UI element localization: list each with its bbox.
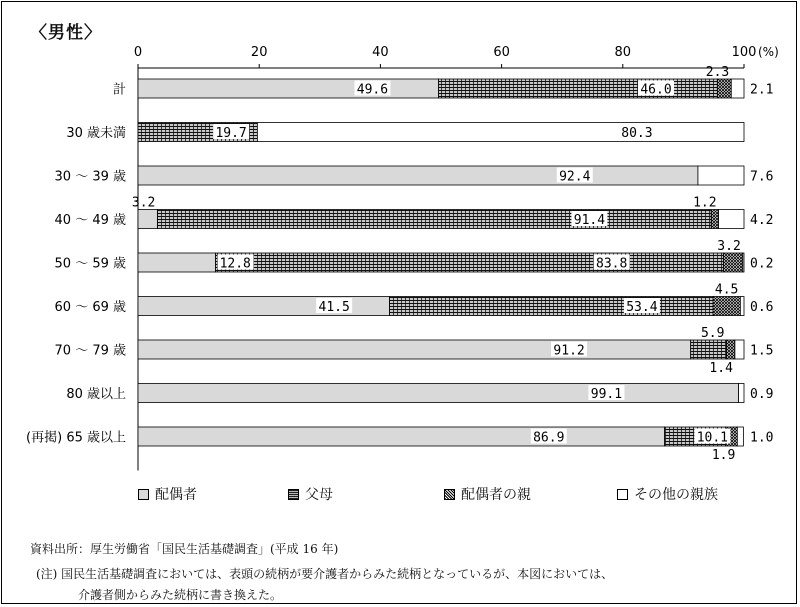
- bar-parent-in-law: [713, 297, 740, 316]
- legend-swatch-other: [617, 489, 628, 500]
- bar-parent: [216, 253, 724, 272]
- x-tick-label: 20: [250, 45, 268, 60]
- bar-other: [698, 166, 744, 185]
- value-label: 0.6: [750, 300, 774, 315]
- category-label: 30 歳未満: [66, 126, 126, 141]
- bar-other: [735, 340, 744, 359]
- value-label: 1.5: [750, 343, 774, 359]
- value-label: 91.2: [553, 343, 585, 359]
- value-label: 1.2: [693, 195, 717, 211]
- bar-other: [257, 123, 744, 142]
- value-label: 1.9: [711, 448, 736, 463]
- bar-other: [743, 253, 744, 272]
- value-label: 41.5: [318, 300, 350, 315]
- bar-parent-in-law: [723, 253, 742, 272]
- value-label: 86.9: [533, 430, 565, 446]
- legend-label: 配偶者の親: [461, 487, 531, 503]
- legend-swatch-spouse: [138, 489, 149, 500]
- legend-swatch-parent-in-law: [444, 489, 455, 500]
- value-label: 1.4: [709, 361, 733, 376]
- value-label: 2.1: [750, 82, 774, 98]
- footnote-line-1: (注) 国民生活基礎調査においては、表頭の続柄が要介護者からみた続柄となっているが、本図においては、: [36, 567, 614, 581]
- legend-label: 父母: [305, 487, 333, 503]
- legend-spouse: [138, 484, 197, 504]
- value-label: 99.1: [590, 387, 623, 402]
- x-tick-label: 80: [614, 45, 632, 60]
- bar-spouse: [138, 427, 665, 446]
- category-label: 40 ～ 49 歳: [54, 213, 126, 228]
- bar-parent-in-law: [717, 79, 731, 98]
- footnote-line-2: 介護者側からみた続柄に書き換えた。: [78, 588, 283, 602]
- value-label: 5.9: [700, 326, 725, 341]
- value-label: 53.4: [626, 300, 658, 315]
- category-label: 70 ～ 79 歳: [54, 343, 126, 359]
- bar-other: [719, 210, 744, 229]
- bar-parent-in-law: [711, 210, 718, 229]
- bar-spouse: [138, 79, 439, 98]
- bar-spouse: [138, 253, 216, 272]
- value-label: 83.8: [596, 256, 628, 272]
- value-label: 4.5: [714, 282, 739, 298]
- legend-label: 配偶者: [155, 487, 197, 503]
- value-label: 7.6: [750, 169, 774, 185]
- x-tick-label: 100: [731, 45, 757, 60]
- value-label: 2.3: [705, 65, 730, 80]
- x-unit-label: (%): [758, 45, 779, 59]
- x-tick-label: 40: [372, 45, 389, 60]
- category-label: 計: [112, 82, 126, 98]
- value-label: 80.3: [621, 126, 653, 141]
- bar-parent: [691, 340, 727, 359]
- bar-other: [740, 297, 744, 316]
- legend-swatch-parent: [288, 489, 299, 500]
- legend-other: [617, 484, 718, 504]
- bar-spouse: [138, 384, 739, 403]
- category-label: 50 ～ 59 歳: [54, 256, 126, 272]
- value-label: 3.2: [717, 239, 741, 254]
- bar-parent: [389, 297, 713, 316]
- legend-parent: [288, 484, 333, 504]
- bar-parent: [157, 210, 711, 229]
- bar-parent: [439, 79, 718, 98]
- bar-spouse: [138, 210, 157, 229]
- value-label: 12.8: [219, 256, 251, 272]
- category-label: 30 ～ 39 歳: [54, 169, 126, 185]
- value-label: 3.2: [131, 195, 156, 211]
- bar-spouse: [138, 166, 698, 185]
- value-label: 91.4: [573, 213, 606, 228]
- category-label: (再掲) 65 歳以上: [26, 430, 126, 446]
- legend-parent-in-law: [444, 484, 531, 504]
- value-label: 46.0: [640, 82, 672, 98]
- legend-label: その他の親族: [634, 487, 718, 503]
- value-label: 19.7: [215, 126, 247, 141]
- bar-parent-in-law: [726, 340, 734, 359]
- category-label: 80 歳以上: [66, 387, 126, 402]
- value-label: 1.0: [750, 430, 774, 446]
- value-label: 0.2: [750, 256, 774, 272]
- section-title: 〈男性〉: [30, 23, 102, 43]
- value-label: 10.1: [696, 430, 729, 446]
- x-tick-label: 0: [133, 45, 143, 60]
- bar-spouse: [138, 340, 691, 359]
- bar-other: [737, 427, 743, 446]
- value-label: 4.2: [750, 213, 774, 228]
- value-label: 49.6: [356, 82, 389, 98]
- value-label: 0.9: [750, 387, 774, 402]
- bar-other: [731, 79, 744, 98]
- category-label: 60 ～ 69 歳: [54, 300, 126, 315]
- value-label: 92.4: [559, 169, 591, 185]
- source-note: 資料出所：厚生労働省「国民生活基礎調査」(平成 16 年): [30, 542, 339, 556]
- x-tick-label: 60: [493, 45, 510, 60]
- bar-other: [739, 384, 744, 403]
